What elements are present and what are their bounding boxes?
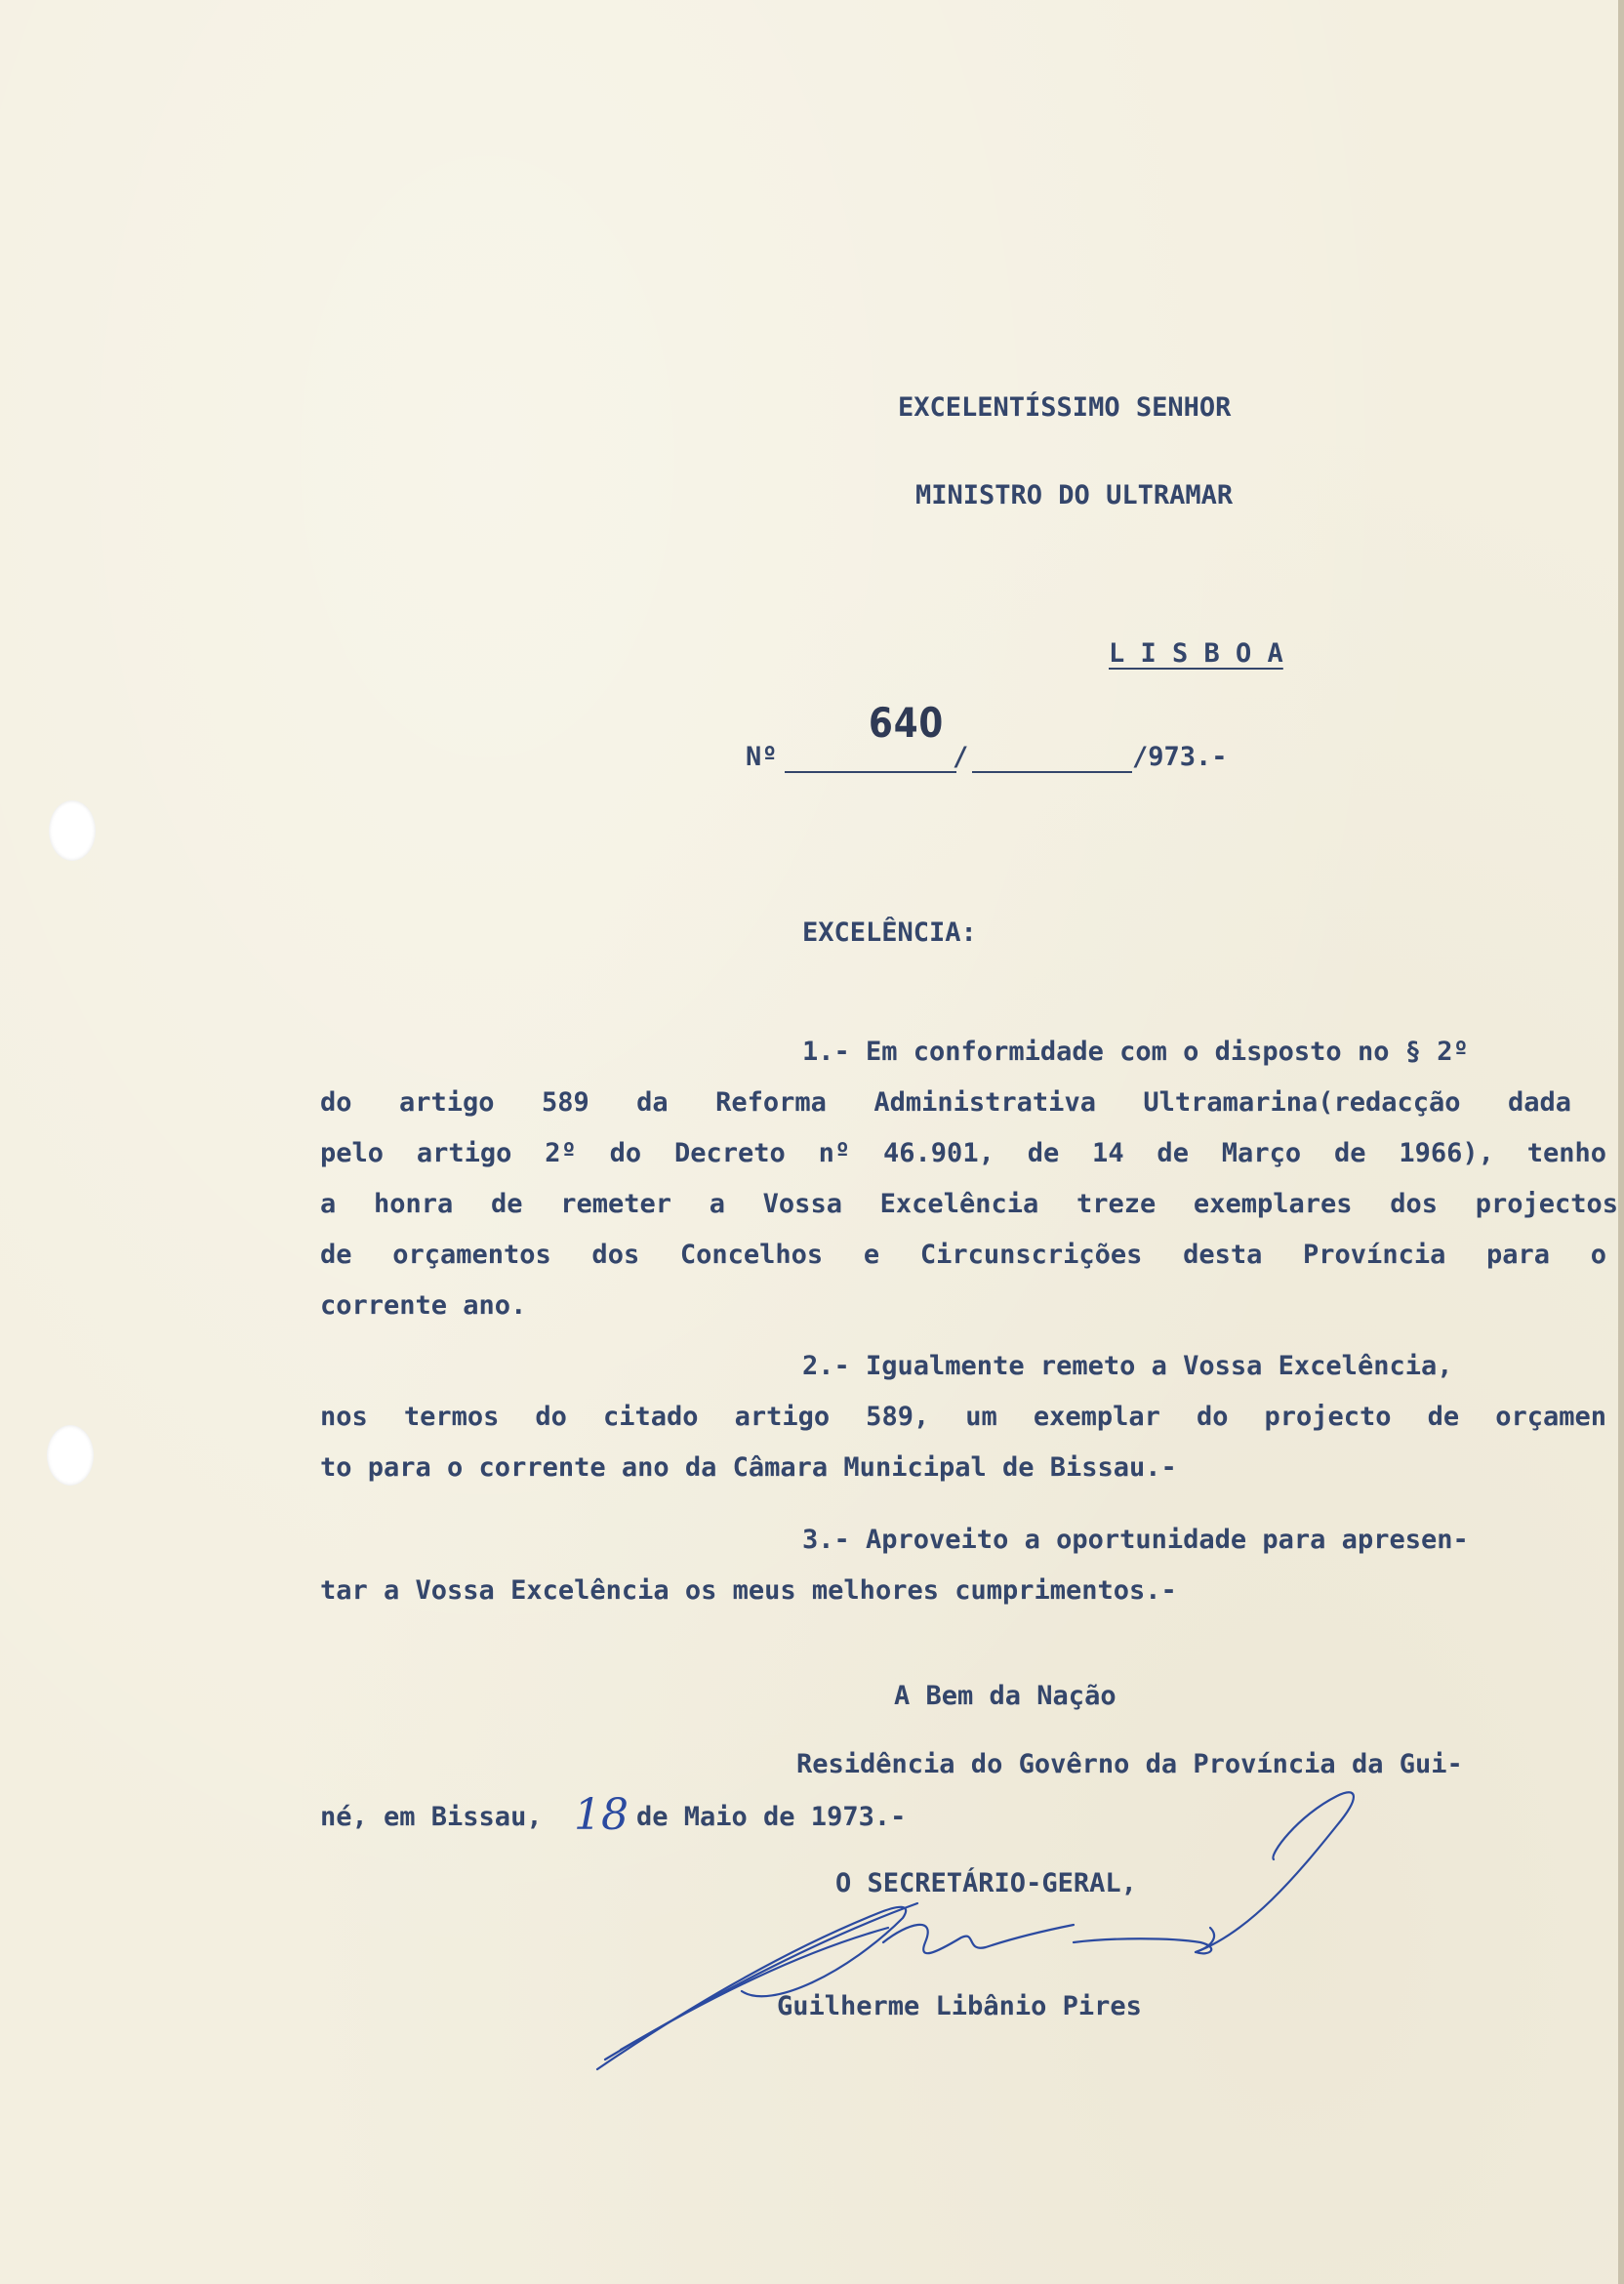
paragraph-2-line-3: to para o corrente ano da Câmara Municipal de Bissau.- — [320, 1452, 1177, 1483]
punch-hole-top — [49, 800, 96, 861]
paragraph-2-line-2: nos termos do citado artigo 589, um exemplar do projecto de orçamen — [320, 1402, 1606, 1432]
reference-blank-2 — [972, 771, 1132, 773]
paragraph-1-line-6: corrente ano. — [320, 1290, 527, 1321]
signatory-name: Guilherme Libânio Pires — [777, 1991, 1142, 2021]
addressee-line-2: MINISTRO DO ULTRAMAR — [915, 480, 1234, 510]
closing-formula: A Bem da Nação — [894, 1681, 1116, 1711]
reference-prefix: Nº — [746, 742, 778, 772]
addressee-line-1: EXCELENTÍSSIMO SENHOR — [898, 392, 1232, 423]
signatory-title: O SECRETÁRIO-GERAL, — [835, 1868, 1137, 1898]
reference-year: /973.- — [1132, 742, 1228, 772]
place-line-2-end: de Maio de 1973.- — [636, 1802, 907, 1832]
punch-hole-bottom — [47, 1425, 94, 1486]
paragraph-3-line-2: tar a Vossa Excelência os meus melhores cumprimentos.- — [320, 1575, 1177, 1606]
paragraph-1-line-5: de orçamentos dos Concelhos e Circunscrições desta Província para o — [320, 1240, 1606, 1270]
paragraph-1-line-1: 1.- Em conformidade com o disposto no § 2º — [802, 1037, 1469, 1067]
handwritten-day: 18 — [574, 1790, 629, 1840]
place-line-1: Residência do Govêrno da Província da Gui- — [796, 1749, 1463, 1779]
reference-blank-1 — [785, 771, 956, 773]
paragraph-1-line-3: pelo artigo 2º do Decreto nº 46.901, de 14 de Março de 1966), tenho — [320, 1138, 1606, 1168]
paragraph-2-line-1: 2.- Igualmente remeto a Vossa Excelência, — [802, 1351, 1453, 1381]
salutation: EXCELÊNCIA: — [802, 918, 977, 948]
page-edge — [1618, 0, 1624, 2284]
reference-separator: / — [953, 742, 969, 772]
paragraph-3-line-1: 3.- Aproveito a oportunidade para apresen- — [802, 1525, 1469, 1555]
reference-number-stamp: 640 — [869, 699, 945, 747]
place-line-2-start: né, em Bissau, — [320, 1802, 543, 1832]
paragraph-1-line-2: do artigo 589 da Reforma Administrativa Ultramarina(redacção dada — [320, 1087, 1571, 1118]
addressee-city: L I S B O A — [1109, 638, 1283, 669]
paragraph-1-line-4: a honra de remeter a Vossa Excelência treze exemplares dos projectos — [320, 1189, 1618, 1219]
